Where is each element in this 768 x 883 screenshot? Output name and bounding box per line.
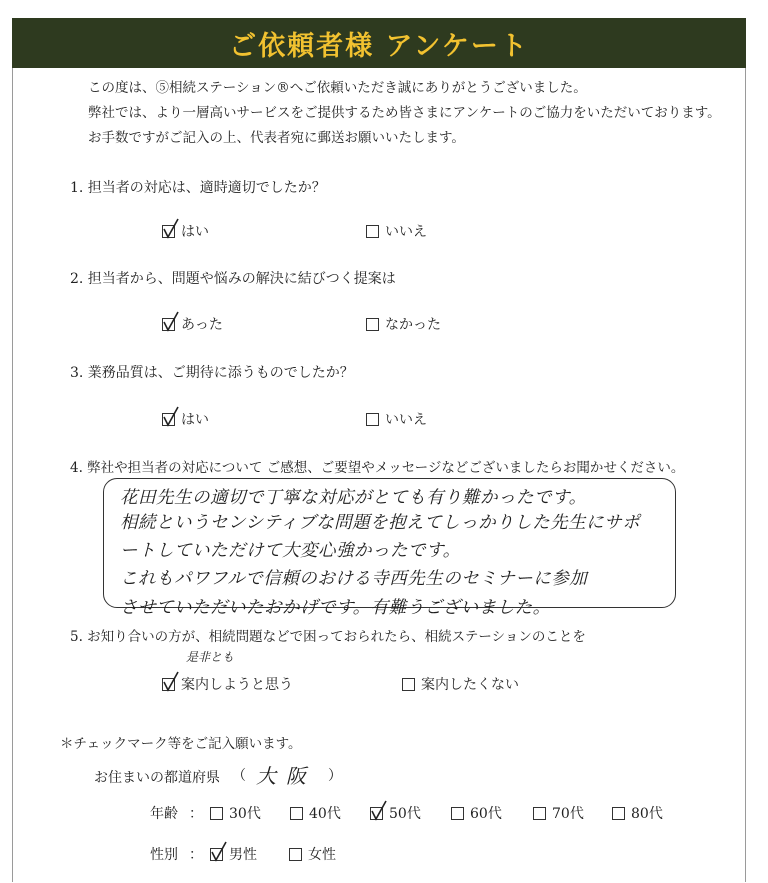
option-label: 女性	[308, 847, 336, 863]
age-option[interactable]	[451, 803, 502, 823]
checkbox[interactable]	[289, 848, 302, 861]
survey-title: ご依頼者様 アンケート	[229, 30, 529, 62]
intro-line: お手数ですがご記入の上、代表者宛に郵送お願いいたします。	[88, 130, 465, 146]
option-label: 30代	[229, 806, 261, 822]
checkbox[interactable]	[402, 678, 415, 691]
age-option[interactable]	[290, 803, 341, 823]
checkbox[interactable]	[366, 318, 379, 331]
comment-line: ートしていただけて大変心強かったです。	[120, 541, 461, 561]
comment-line: させていただいたおかげです。有難うございました。	[120, 598, 551, 618]
checkbox[interactable]	[370, 807, 383, 820]
q1-option-yes[interactable]	[162, 221, 209, 241]
option-label: 70代	[552, 806, 584, 822]
question-5: 5. お知り合いの方が、相続問題などで困っておられたら、相続ステーションのことを	[70, 629, 586, 645]
checkbox[interactable]	[290, 807, 303, 820]
prefecture-paren-open: （	[232, 768, 246, 784]
option-label: 40代	[309, 806, 341, 822]
option-label: いいえ	[385, 224, 427, 240]
title-banner	[12, 18, 746, 68]
question-2: 2. 担当者から、問題や悩みの解決に結びつく提案は	[70, 271, 396, 287]
age-option[interactable]	[210, 803, 261, 823]
option-label: はい	[181, 224, 209, 240]
q3-option-yes[interactable]	[162, 409, 209, 429]
checkbox[interactable]	[533, 807, 546, 820]
checkbox[interactable]	[366, 413, 379, 426]
q5-option-no[interactable]	[402, 674, 519, 694]
option-label: 案内したくない	[421, 677, 519, 693]
gender-colon: ：	[189, 847, 203, 863]
option-label: はい	[181, 412, 209, 428]
age-label: 年齢	[150, 806, 178, 822]
checkbox[interactable]	[612, 807, 625, 820]
age-option[interactable]	[612, 803, 663, 823]
q2-option-yes[interactable]	[162, 314, 223, 334]
checkbox[interactable]	[366, 225, 379, 238]
gender-label: 性別	[150, 847, 178, 863]
option-label: あった	[181, 317, 223, 333]
option-label: いいえ	[385, 412, 427, 428]
option-label: 案内しようと思う	[181, 677, 293, 693]
question-1: 1. 担当者の対応は、適時適切でしたか？	[70, 180, 326, 196]
q3-option-no[interactable]	[366, 409, 427, 429]
question-3: 3. 業務品質は、ご期待に添うものでしたか？	[70, 365, 354, 381]
q2-option-no[interactable]	[366, 314, 441, 334]
intro-text	[88, 76, 721, 151]
checkbox[interactable]	[162, 678, 175, 691]
gender-option-male[interactable]	[210, 844, 257, 864]
comment-line: これもパワフルで信頼のおける寺西先生のセミナーに参加	[120, 569, 588, 589]
option-label: なかった	[385, 317, 441, 333]
note-text: ＊チェックマーク等をご記入願います。	[60, 736, 302, 752]
option-label: 80代	[631, 806, 663, 822]
checkbox[interactable]	[162, 413, 175, 426]
checkbox[interactable]	[210, 848, 223, 861]
age-option[interactable]	[533, 803, 584, 823]
age-option[interactable]	[370, 803, 421, 823]
gender-option-female[interactable]	[289, 844, 336, 864]
checkbox[interactable]	[162, 318, 175, 331]
age-colon: ：	[189, 806, 203, 822]
option-label: 50代	[389, 806, 421, 822]
question-4: 4. 弊社や担当者の対応について ご感想、ご要望やメッセージなどございましたらお聞かせください。	[70, 460, 685, 476]
option-label: 男性	[229, 847, 257, 863]
comment-line: 相続というセンシティブな問題を抱えてしっかりした先生にサポ	[120, 513, 641, 533]
handwritten-annotation: 是非とも	[186, 650, 235, 664]
q1-option-no[interactable]	[366, 221, 427, 241]
comment-line: 花田先生の適切で丁寧な対応がとても有り難かったです。	[120, 488, 587, 508]
checkbox[interactable]	[162, 225, 175, 238]
checkbox[interactable]	[210, 807, 223, 820]
intro-line: この度は、⑤相続ステーション®へご依頼いただき誠にありがとうございました。	[88, 80, 587, 96]
prefecture-paren-close: ）	[328, 768, 342, 784]
prefecture-value[interactable]: 大阪	[256, 764, 316, 788]
prefecture-label: お住まいの都道府県	[94, 770, 220, 786]
option-label: 60代	[470, 806, 502, 822]
intro-line: 弊社では、より一層高いサービスをご提供するため皆さまにアンケートのご協力をいただいております。	[88, 105, 721, 121]
checkbox[interactable]	[451, 807, 464, 820]
q5-option-yes[interactable]	[162, 674, 293, 694]
